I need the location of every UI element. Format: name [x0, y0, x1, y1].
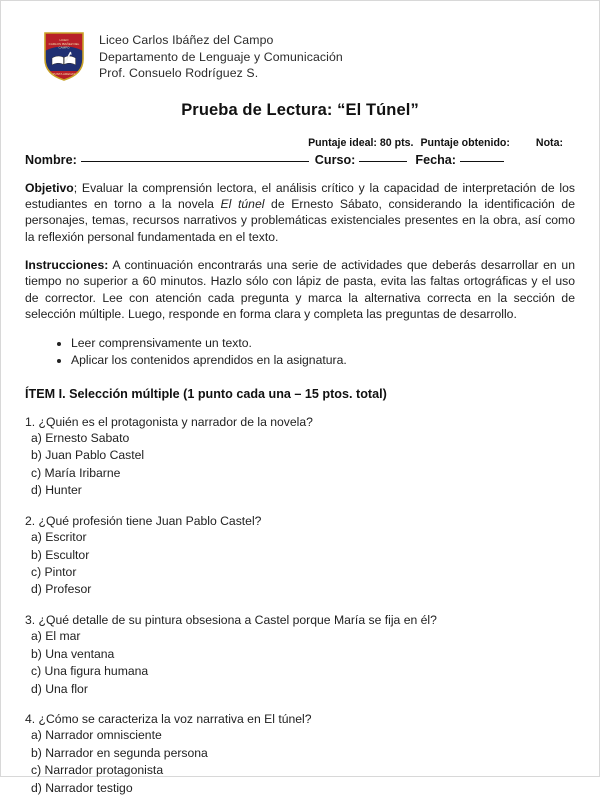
- option-d[interactable]: d) Profesor: [31, 582, 92, 597]
- nombre-input-line[interactable]: [81, 161, 309, 162]
- option-d[interactable]: d) Narrador testigo: [31, 780, 133, 795]
- option-c[interactable]: c) Pintor: [31, 564, 77, 579]
- question-text: 2. ¿Qué profesión tiene Juan Pablo Castel?: [25, 513, 262, 528]
- teacher-name: Prof. Consuelo Rodríguez S.: [99, 66, 259, 81]
- department-name: Departamento de Lenguaje y Comunicación: [99, 49, 343, 64]
- question-2: [25, 513, 575, 599]
- puntaje-ideal-label: Puntaje ideal: 80 pts.: [308, 136, 414, 149]
- option-d[interactable]: d) Hunter: [31, 483, 82, 498]
- section-heading-item-1: ÍTEM I. Selección múltiple (1 punto cada una – 15 ptos. total): [25, 386, 387, 401]
- objetivo-text-2: de Ernesto Sábato, considerando la identificación de personajes, temas, recursos narrativos y problemáticas existenciales presentes en la obra, así como la reflexión personal fundamentada en el texto.: [25, 197, 575, 244]
- option-a[interactable]: a) Ernesto Sabato: [31, 431, 130, 446]
- option-b[interactable]: b) Una ventana: [31, 646, 115, 661]
- question-1-options: [25, 430, 575, 500]
- option-b[interactable]: b) Narrador en segunda persona: [31, 745, 208, 760]
- option-b[interactable]: b) Juan Pablo Castel: [31, 448, 145, 463]
- option-c[interactable]: c) Una figura humana: [31, 664, 149, 679]
- question-4-options: [25, 727, 575, 797]
- objetivo-text-1: ; Evaluar la comprensión lectora, el análisis crítico y la capacidad de interpretación de los estudiantes en torno a la novela: [25, 180, 575, 212]
- page-title: Prueba de Lectura: “El Túnel”: [181, 100, 419, 119]
- option-a[interactable]: a) Narrador omnisciente: [31, 728, 162, 743]
- svg-text:PUNTA ARENAS: PUNTA ARENAS: [52, 72, 76, 77]
- option-a[interactable]: a) El mar: [31, 629, 81, 644]
- school-name: Liceo Carlos Ibáñez del Campo: [99, 33, 274, 47]
- list-item: Leer comprensivamente un texto.: [71, 335, 575, 353]
- question-text: 3. ¿Qué detalle de su pintura obsesiona a Castel porque María se fija en él?: [25, 612, 437, 627]
- svg-text:CAMPO: CAMPO: [58, 45, 70, 50]
- question-2-options: [25, 529, 575, 599]
- option-c[interactable]: c) Narrador protagonista: [31, 763, 164, 778]
- svg-text:LICEO: LICEO: [59, 38, 69, 43]
- question-1: [25, 414, 575, 500]
- letterhead-text: [99, 31, 343, 82]
- curso-label: Curso:: [314, 152, 356, 167]
- nota-label: Nota:: [535, 136, 563, 149]
- student-info-row: [25, 153, 575, 167]
- option-c[interactable]: c) María Iribarne: [31, 465, 121, 480]
- objectives-list: [25, 335, 575, 370]
- option-d[interactable]: d) Una flor: [31, 681, 88, 696]
- letterhead: [25, 31, 575, 82]
- instrucciones-label: Instrucciones:: [25, 258, 109, 273]
- option-a[interactable]: a) Escritor: [31, 530, 87, 545]
- option-b[interactable]: b) Escultor: [31, 547, 90, 562]
- list-item: Aplicar los contenidos aprendidos en la asignatura.: [71, 352, 575, 370]
- question-text: 4. ¿Cómo se caracteriza la voz narrativa en El túnel?: [25, 711, 312, 726]
- question-4: [25, 711, 575, 797]
- puntaje-obtenido-label: Puntaje obtenido:: [420, 136, 510, 149]
- nombre-label: Nombre:: [25, 152, 77, 167]
- instrucciones-paragraph: [25, 257, 575, 322]
- question-3: [25, 612, 575, 698]
- instrucciones-text: A continuación encontrarás una serie de actividades que deberás desarrollar en un tiempo no superior a 60 minutos. Hazlo sólo con lápiz de pasta, evita las faltas ortográficas y el uso de corrector. Lee con atención cada pregunta y marca la alternativa correcta en la sección de selección múltiple. Luego, responde en forma clara y completa las preguntas de desarrollo.: [25, 258, 575, 322]
- objetivo-paragraph: [25, 180, 575, 245]
- novel-title-italic: El túnel: [220, 197, 265, 212]
- objetivo-label: Objetivo: [25, 180, 74, 195]
- fecha-label: Fecha:: [415, 152, 456, 167]
- svg-text:CARLOS IBAÑEZ DEL: CARLOS IBAÑEZ DEL: [48, 42, 80, 46]
- school-crest-shield-icon: [43, 31, 85, 81]
- score-row: [25, 137, 575, 149]
- curso-input-line[interactable]: [359, 161, 407, 162]
- question-text: 1. ¿Quién es el protagonista y narrador de la novela?: [25, 414, 313, 429]
- question-3-options: [25, 628, 575, 698]
- fecha-input-line[interactable]: [460, 161, 504, 162]
